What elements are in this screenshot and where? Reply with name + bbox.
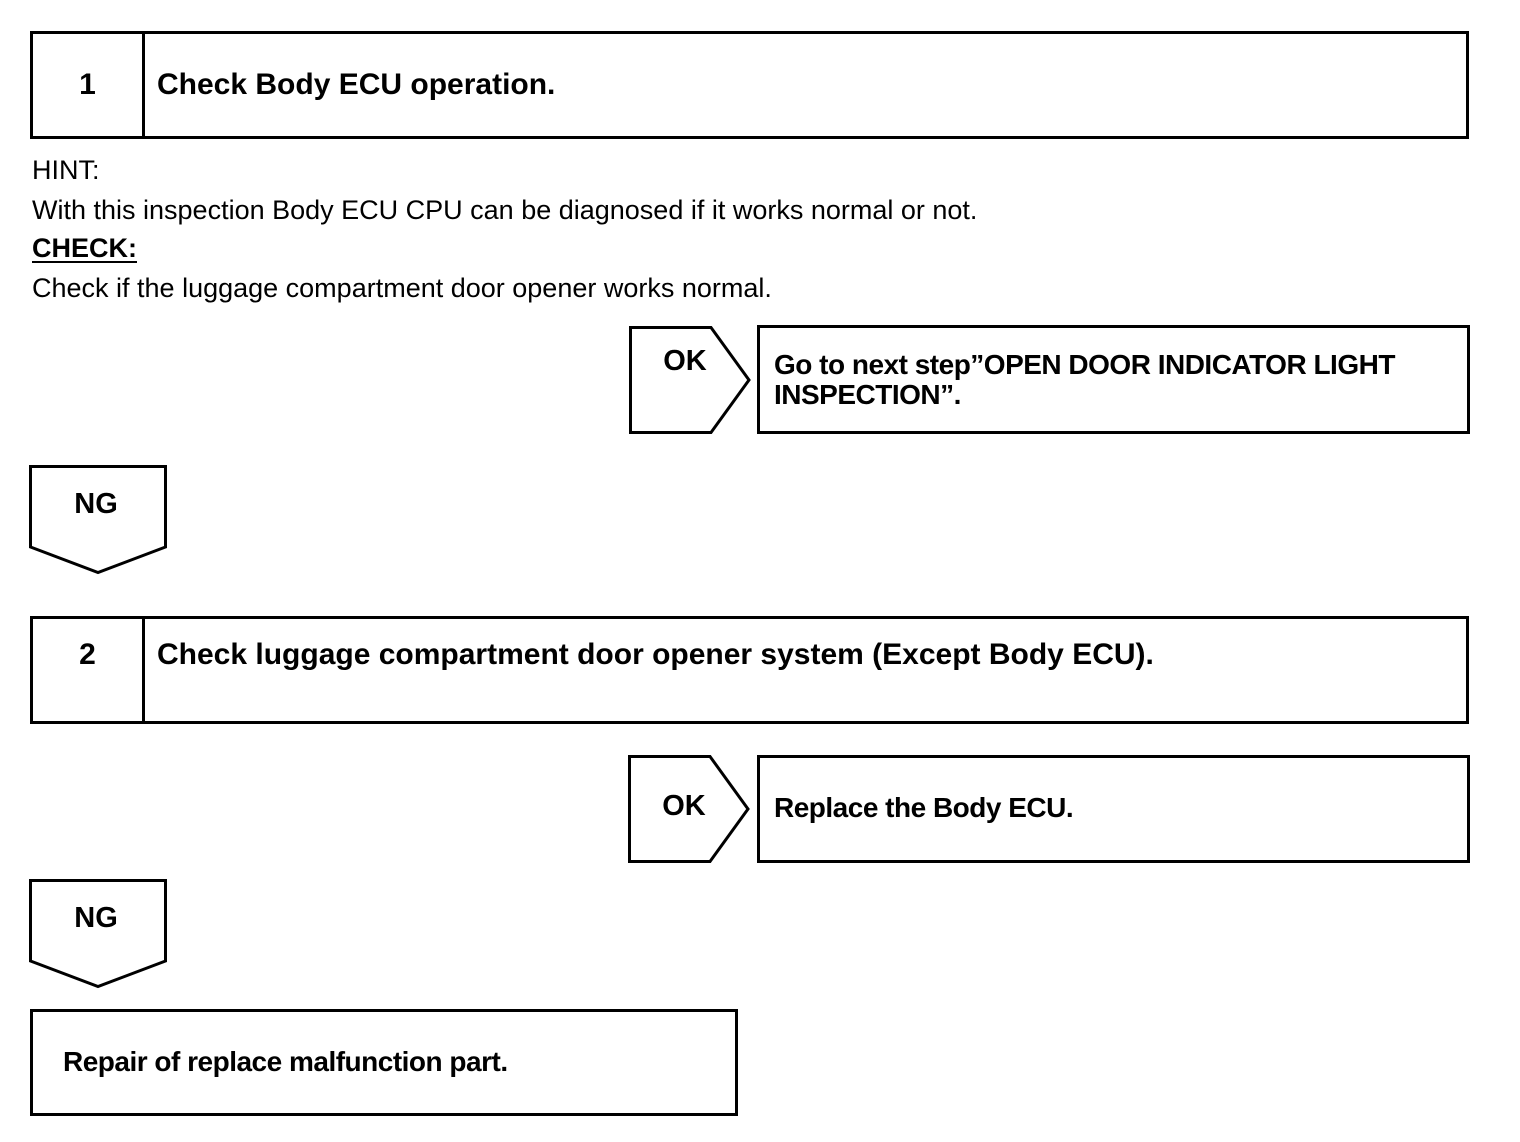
final-action-box xyxy=(30,1009,738,1116)
check-label: CHECK: xyxy=(32,233,137,263)
ok-label-2: OK xyxy=(662,790,706,822)
step-2-title: Check luggage compartment door opener system (Except Body ECU). xyxy=(157,638,1154,671)
ng-label-2: NG xyxy=(74,902,118,934)
ok-label-1: OK xyxy=(663,345,707,377)
step-1-box xyxy=(30,31,1469,139)
final-action-text: Repair of replace malfunction part. xyxy=(63,1046,508,1077)
hint-text: With this inspection Body ECU CPU can be diagnosed if it works normal or not. xyxy=(32,195,978,225)
step-2-box xyxy=(30,616,1469,724)
step-1-number: 1 xyxy=(33,34,145,136)
check-text: Check if the luggage compartment door opener works normal. xyxy=(32,273,772,303)
hint-label: HINT: xyxy=(32,155,100,185)
ok-arrow-1 xyxy=(629,326,753,434)
step-2-number: 2 xyxy=(33,619,145,721)
ng-label-1: NG xyxy=(74,488,118,520)
ok-result-box-2 xyxy=(757,755,1470,863)
ok-result-text-1: Go to next step”OPEN DOOR INDICATOR LIGHT INSPECTION”. xyxy=(774,349,1395,410)
ok-result-text-2: Replace the Body ECU. xyxy=(774,792,1074,823)
ok-result-box-1 xyxy=(757,325,1470,434)
step-1-title: Check Body ECU operation. xyxy=(157,68,556,101)
